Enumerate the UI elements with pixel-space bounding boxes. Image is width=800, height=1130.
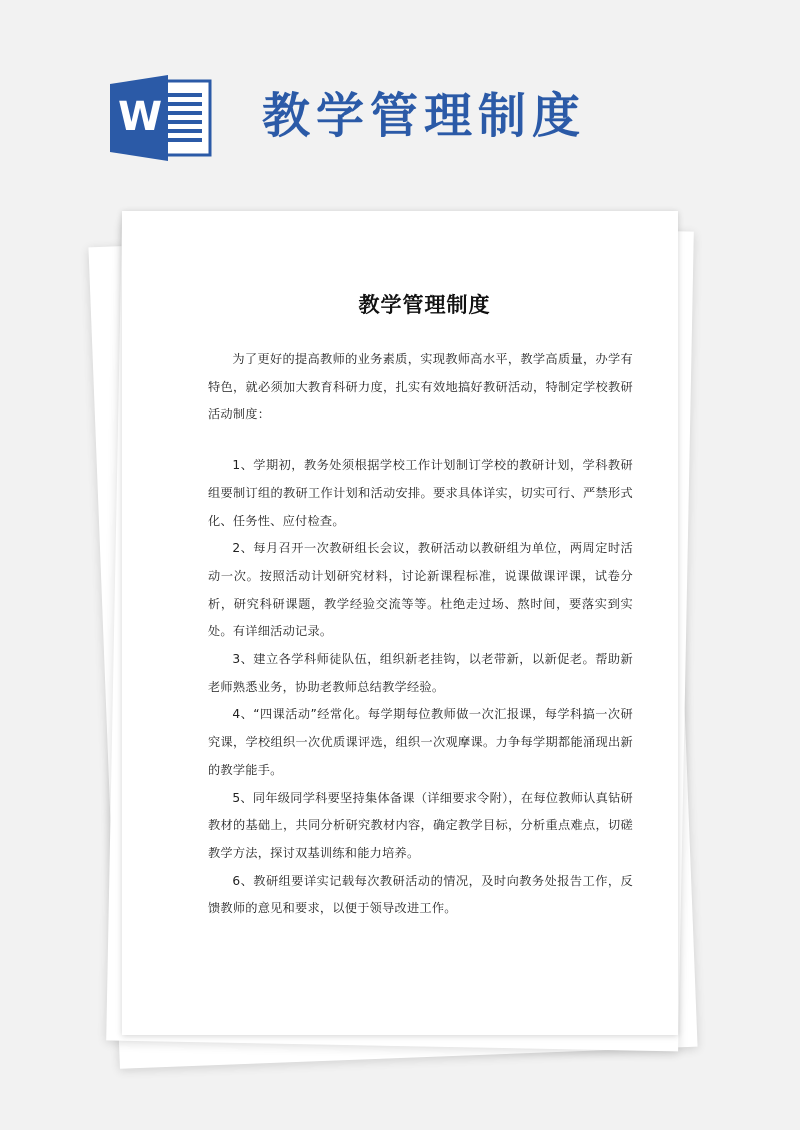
document-title: 教学管理制度 [358,293,491,317]
rule-item-2: 2、每月召开一次教研组长会议，教研活动以教研组为单位，两周定时活动一次。按照活动计划研究材料，讨论新课程标准，说课做课评课，试卷分析，研究科研课题，教学经验交流等等。杜绝走过场、熬时间，要落实到实处。有详细活动记录。 [208,541,633,639]
word-logo-letter: W [118,94,163,140]
word-document-icon [110,75,212,161]
rule-item-5: 5、同年级同学科要坚持集体备课（详细要求令附），在每位教师认真钻研教材的基础上，共同分析研究教材内容，确定教学目标，分析重点难点，切磋教学方法，探讨双基训练和能力培养。 [208,790,633,860]
rule-item-4: 4、“四课活动”经常化。每学期每位教师做一次汇报课，每学科搞一次研究课，学校组织一次优质课评选，组织一次观摩课。力争每学期都能涌现出新的教学能手。 [208,707,633,777]
header-banner [0,0,800,200]
intro-paragraph: 为了更好的提高教师的业务素质，实现教师高水平，教学高质量，办学有特色，就必须加大教育科研力度，扎实有效地搞好教研活动，特制定学校教研活动制度： [208,352,633,422]
rule-item-1: 1、学期初，教务处须根据学校工作计划制订学校的教研计划，学科教研组要制订组的教研工作计划和活动安排。要求具体详实，切实可行、严禁形式化、任务性、应付检查。 [208,458,633,528]
rule-item-6: 6、教研组要详实记载每次教研活动的情况，及时向教务处报告工作，反馈教师的意见和要求，以便于领导改进工作。 [208,873,633,916]
rule-item-3: 3、建立各学科师徒队伍，组织新老挂钩，以老带新，以新促老。帮助新老师熟悉业务，协助老教师总结教学经验。 [208,652,633,694]
banner-title: 教学管理制度 [262,88,587,144]
document-body [208,283,633,923]
